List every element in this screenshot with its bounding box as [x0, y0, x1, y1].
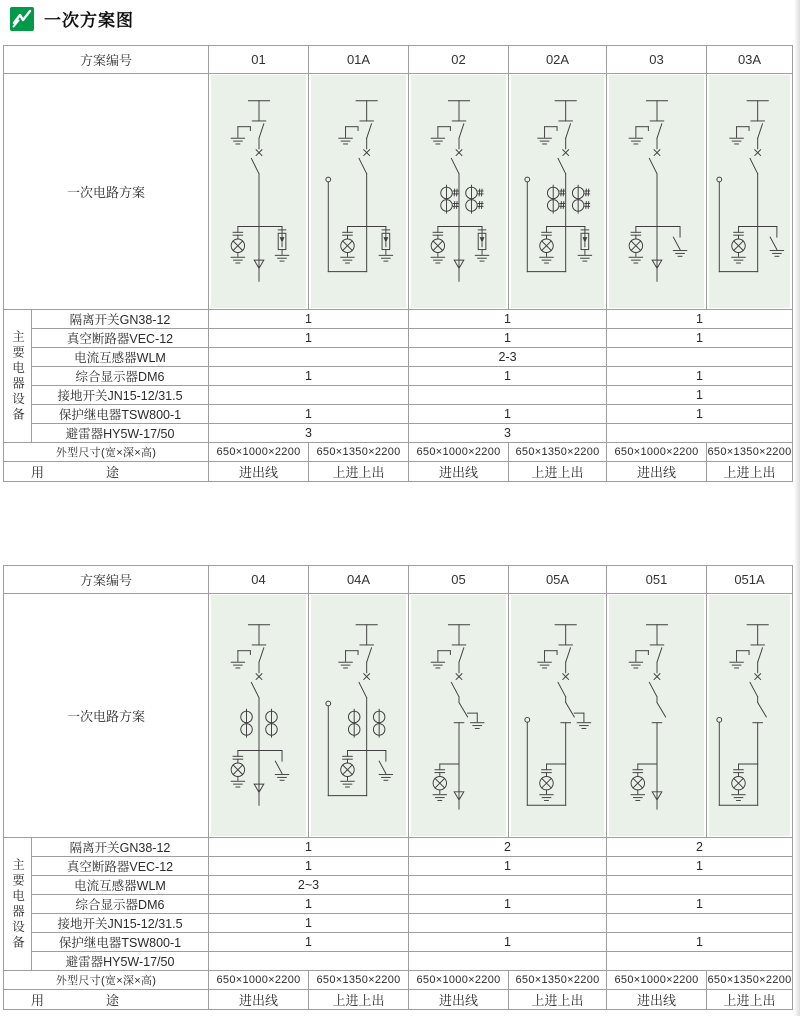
dimension-value: 650×1000×2200	[607, 443, 707, 462]
scheme-number-header: 方案编号	[4, 46, 209, 74]
diagram-canvas	[609, 75, 704, 308]
equipment-value: 1	[607, 329, 793, 348]
equipment-row	[4, 895, 793, 914]
usage-value: 上进上出	[707, 462, 793, 482]
equipment-label: 真空断路器VEC-12	[32, 329, 209, 348]
equipment-label: 隔离开关GN38-12	[32, 310, 209, 329]
equipment-value	[209, 952, 409, 971]
single-line-diagram-01A	[311, 75, 406, 308]
single-line-diagram-04A	[311, 595, 406, 836]
dimension-value: 650×1000×2200	[409, 443, 509, 462]
equipment-value: 1	[409, 895, 607, 914]
dimension-value: 650×1350×2200	[707, 443, 793, 462]
equipment-row	[4, 386, 793, 405]
equipment-value	[607, 876, 793, 895]
equipment-value: 1	[409, 310, 607, 329]
single-line-diagram-05A	[511, 595, 604, 836]
equipment-value: 1	[209, 895, 409, 914]
equipment-value: 1	[607, 895, 793, 914]
diagram-canvas	[311, 75, 406, 308]
equipment-row	[4, 933, 793, 952]
diagram-cell-02	[409, 74, 509, 310]
scheme-table-grid	[3, 565, 793, 1010]
diagram-canvas	[511, 595, 604, 836]
equipment-value: 3	[409, 424, 607, 443]
scheme-table-1	[3, 45, 792, 482]
dimension-row	[4, 443, 793, 462]
equipment-value: 1	[409, 857, 607, 876]
scheme-number-04: 04	[209, 566, 309, 594]
equipment-value: 1	[409, 367, 607, 386]
diagram-canvas	[609, 595, 704, 836]
equipment-label: 电流互感器WLM	[32, 876, 209, 895]
scheme-number-03A: 03A	[707, 46, 793, 74]
diagram-cell-03	[607, 74, 707, 310]
usage-value: 上进上出	[309, 990, 409, 1010]
dimension-row	[4, 971, 793, 990]
diagram-cell-05A	[509, 594, 607, 838]
diagram-cell-03A	[707, 74, 793, 310]
equipment-value: 1	[209, 857, 409, 876]
diagram-canvas	[411, 75, 506, 308]
single-line-diagram-02	[411, 75, 506, 308]
equipment-value	[607, 424, 793, 443]
scheme-number-02: 02	[409, 46, 509, 74]
equipment-value: 1	[209, 405, 409, 424]
equipment-label: 隔离开关GN38-12	[32, 838, 209, 857]
diagram-canvas	[709, 595, 790, 836]
scheme-number-01: 01	[209, 46, 309, 74]
scheme-number-05A: 05A	[509, 566, 607, 594]
equipment-value	[409, 386, 607, 405]
equipment-label: 避雷器HY5W-17/50	[32, 424, 209, 443]
equipment-row	[4, 329, 793, 348]
equipment-label: 真空断路器VEC-12	[32, 857, 209, 876]
equipment-value: 1	[607, 405, 793, 424]
equipment-value	[209, 348, 409, 367]
dimension-value: 650×1000×2200	[607, 971, 707, 990]
usage-value: 上进上出	[509, 990, 607, 1010]
equipment-row	[4, 952, 793, 971]
scheme-number-01A: 01A	[309, 46, 409, 74]
usage-label: 用途	[4, 462, 209, 482]
usage-value: 进出线	[209, 990, 309, 1010]
page-edge-shadow	[794, 0, 800, 1016]
equipment-label: 避雷器HY5W-17/50	[32, 952, 209, 971]
diagram-canvas	[709, 75, 790, 308]
pulse-icon	[10, 7, 34, 31]
side-label: 主要电器设备	[4, 310, 32, 443]
equipment-value	[607, 914, 793, 933]
usage-row	[4, 462, 793, 482]
single-line-diagram-04	[211, 595, 306, 836]
single-line-diagram-03A	[709, 75, 790, 308]
diagram-cell-051A	[707, 594, 793, 838]
equipment-value	[607, 348, 793, 367]
dimension-value: 650×1000×2200	[209, 443, 309, 462]
scheme-number-02A: 02A	[509, 46, 607, 74]
scheme-number-051: 051	[607, 566, 707, 594]
equipment-value: 2~3	[209, 876, 409, 895]
dimension-label: 外型尺寸(宽×深×高)	[4, 443, 209, 462]
equipment-value: 1	[409, 933, 607, 952]
equipment-value: 1	[409, 329, 607, 348]
equipment-value: 1	[209, 933, 409, 952]
equipment-label: 保护继电器TSW800-1	[32, 933, 209, 952]
single-line-diagram-05	[411, 595, 506, 836]
diagram-canvas	[211, 75, 306, 308]
diagram-cell-02A	[509, 74, 607, 310]
dimension-value: 650×1350×2200	[309, 443, 409, 462]
equipment-row	[4, 876, 793, 895]
equipment-value: 1	[607, 386, 793, 405]
scheme-number-051A: 051A	[707, 566, 793, 594]
equipment-label: 保护继电器TSW800-1	[32, 405, 209, 424]
equipment-label: 电流互感器WLM	[32, 348, 209, 367]
diagram-cell-051	[607, 594, 707, 838]
dimension-value: 650×1000×2200	[209, 971, 309, 990]
diagram-canvas	[211, 595, 306, 836]
equipment-value: 1	[607, 857, 793, 876]
equipment-value: 1	[607, 367, 793, 386]
equipment-label: 接地开关JN15-12/31.5	[32, 386, 209, 405]
equipment-row	[4, 838, 793, 857]
scheme-table-2	[3, 565, 792, 1010]
dimension-label: 外型尺寸(宽×深×高)	[4, 971, 209, 990]
diagram-cell-05	[409, 594, 509, 838]
equipment-value: 1	[209, 838, 409, 857]
equipment-value	[409, 952, 607, 971]
scheme-number-03: 03	[607, 46, 707, 74]
equipment-value	[409, 914, 607, 933]
diagram-cell-01	[209, 74, 309, 310]
usage-value: 进出线	[209, 462, 309, 482]
equipment-value: 2	[607, 838, 793, 857]
equipment-value	[607, 952, 793, 971]
equipment-value	[409, 876, 607, 895]
dimension-value: 650×1350×2200	[509, 971, 607, 990]
page-title-bar	[10, 6, 134, 31]
diagram-cell-04	[209, 594, 309, 838]
diagram-cell-01A	[309, 74, 409, 310]
dimension-value: 650×1000×2200	[409, 971, 509, 990]
equipment-value: 1	[607, 933, 793, 952]
usage-value: 进出线	[607, 462, 707, 482]
scheme-number-04A: 04A	[309, 566, 409, 594]
diagram-canvas	[411, 595, 506, 836]
usage-value: 上进上出	[707, 990, 793, 1010]
equipment-value: 2	[409, 838, 607, 857]
equipment-value: 1	[209, 329, 409, 348]
single-line-diagram-051A	[709, 595, 790, 836]
equipment-row	[4, 310, 793, 329]
scheme-table-grid	[3, 45, 793, 482]
equipment-value: 1	[209, 310, 409, 329]
equipment-value: 2-3	[409, 348, 607, 367]
usage-value: 进出线	[409, 462, 509, 482]
single-line-diagram-01	[211, 75, 306, 308]
equipment-row	[4, 348, 793, 367]
side-label: 主要电器设备	[4, 838, 32, 971]
dimension-value: 650×1350×2200	[309, 971, 409, 990]
diagram-row-label: 一次电路方案	[4, 594, 209, 838]
usage-label: 用途	[4, 990, 209, 1010]
single-line-diagram-02A	[511, 75, 604, 308]
usage-value: 进出线	[607, 990, 707, 1010]
scheme-number-row	[4, 46, 793, 74]
diagram-cell-04A	[309, 594, 409, 838]
usage-value: 上进上出	[309, 462, 409, 482]
diagram-row	[4, 74, 793, 310]
equipment-label: 综合显示器DM6	[32, 895, 209, 914]
scheme-number-row	[4, 566, 793, 594]
equipment-value: 1	[607, 310, 793, 329]
equipment-value: 1	[209, 914, 409, 933]
equipment-row	[4, 405, 793, 424]
dimension-value: 650×1350×2200	[707, 971, 793, 990]
scheme-number-header: 方案编号	[4, 566, 209, 594]
page-title: 一次方案图	[44, 11, 134, 30]
dimension-value: 650×1350×2200	[509, 443, 607, 462]
diagram-row-label: 一次电路方案	[4, 74, 209, 310]
diagram-canvas	[511, 75, 604, 308]
equipment-label: 综合显示器DM6	[32, 367, 209, 386]
scheme-number-05: 05	[409, 566, 509, 594]
equipment-row	[4, 857, 793, 876]
single-line-diagram-03	[609, 75, 704, 308]
usage-value: 上进上出	[509, 462, 607, 482]
equipment-row	[4, 914, 793, 933]
diagram-row	[4, 594, 793, 838]
single-line-diagram-051	[609, 595, 704, 836]
diagram-canvas	[311, 595, 406, 836]
equipment-label: 接地开关JN15-12/31.5	[32, 914, 209, 933]
equipment-value	[209, 386, 409, 405]
usage-row	[4, 990, 793, 1010]
equipment-row	[4, 424, 793, 443]
usage-value: 进出线	[409, 990, 509, 1010]
equipment-value: 1	[209, 367, 409, 386]
equipment-value: 3	[209, 424, 409, 443]
equipment-value: 1	[409, 405, 607, 424]
equipment-row	[4, 367, 793, 386]
